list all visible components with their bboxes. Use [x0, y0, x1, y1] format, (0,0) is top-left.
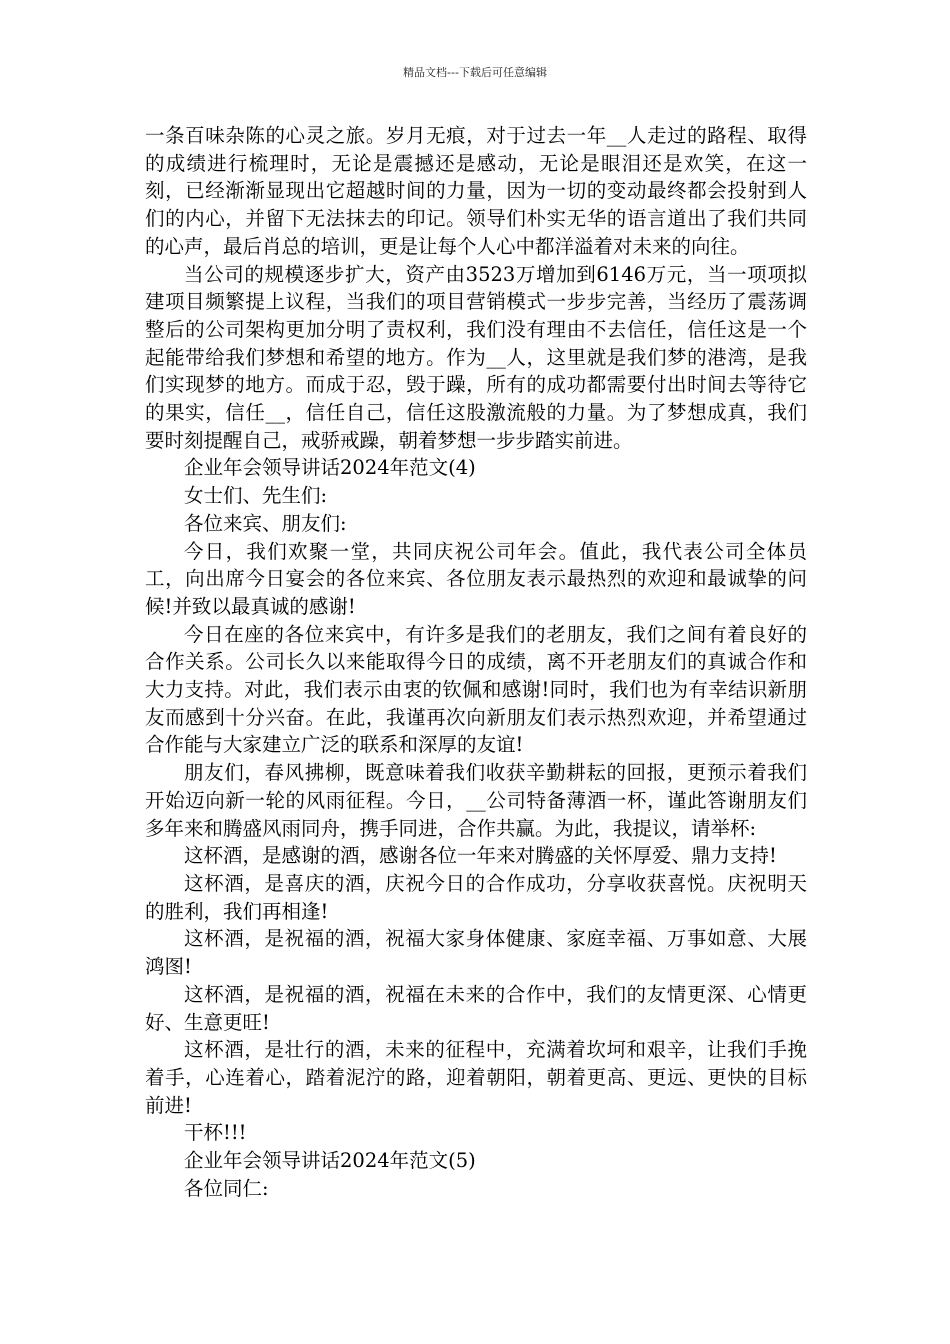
paragraph-toast-farewell: 这杯酒，是壮行的酒，未来的征程中，充满着坎坷和艰辛，让我们手挽着手，心连着心，踏着泥泞的路，迎着朝阳，朝着更高、更远、更快的目标前进!	[145, 1038, 807, 1117]
document-body	[145, 122, 807, 1202]
section-heading-4: 企业年会领导讲话2024年范文(4)	[184, 456, 476, 480]
paragraph-toast-celebration: 这杯酒，是喜庆的酒，庆祝今日的合作成功，分享收获喜悦。庆祝明天的胜利，我们再相逢!	[145, 871, 807, 923]
paragraph-old-friends: 今日在座的各位来宾中，有许多是我们的老朋友，我们之间有着良好的合作关系。公司长久以来能取得今日的成绩，离不开老朋友们的真诚合作和大力支持。对此，我们表示由衷的钦佩和感谢!同时，我们也为有幸结识新朋友而感到十分兴奋。在此，我谨再次向新朋友们表示热烈欢迎，并希望通过合作能与大家建立广泛的联系和深厚的友谊!	[145, 622, 807, 757]
paragraph-continuation: 一条百味杂陈的心灵之旅。岁月无痕，对于过去一年__人走过的路程、取得的成绩进行梳理时，无论是震撼还是感动，无论是眼泪还是欢笑，在这一刻，已经渐渐显现出它超越时间的力量，因为一切的变动最终都会投射到人们的内心，并留下无法抹去的印记。领导们朴实无华的语言道出了我们共同的心声，最后肖总的培训，更是让每个人心中都洋溢着对未来的向往。	[145, 124, 807, 258]
paragraph-company-growth: 当公司的规模逐步扩大，资产由3523万增加到6146万元，当一项项拟建项目频繁提上议程，当我们的项目营销模式一步步完善，当经历了震荡调整后的公司架构更加分明了责权利，我们没有理由不去信任，信任这是一个起能带给我们梦想和希望的地方。作为__人，这里就是我们梦的港湾，是我们实现梦的地方。而成于忍，毁于躁，所有的成功都需要付出时间去等待它的果实，信任__，信任自己，信任这股激流般的力量。为了梦想成真，我们要时刻提醒自己，戒骄戒躁，朝着梦想一步步踏实前进。	[145, 262, 807, 452]
page-header: 精品文档---下载后可任意编辑	[403, 66, 547, 79]
paragraph-toast-blessing-2: 这杯酒，是祝福的酒，祝福在未来的合作中，我们的友情更深、心情更好、生意更旺!	[145, 982, 807, 1034]
paragraph-toast-thanks: 这杯酒，是感谢的酒，感谢各位一年来对腾盛的关怀厚爱、鼎力支持!	[184, 844, 777, 868]
paragraph-toast-blessing-1: 这杯酒，是祝福的酒，祝福大家身体健康、家庭幸福、万事如意、大展鸿图!	[145, 927, 807, 979]
paragraph-welcome: 今日，我们欢聚一堂，共同庆祝公司年会。值此，我代表公司全体员工，向出席今日宴会的各位来宾、各位朋友表示最热烈的欢迎和最诚挚的问候!并致以最真诚的感谢!	[145, 539, 807, 618]
section-heading-5: 企业年会领导讲话2024年范文(5)	[184, 1149, 476, 1173]
paragraph-cheers: 干杯!!!	[184, 1121, 247, 1145]
salutation-colleagues: 各位同仁:	[184, 1176, 269, 1200]
salutation-ladies-gentlemen: 女士们、先生们:	[184, 484, 328, 508]
salutation-guests-friends: 各位来宾、朋友们:	[184, 511, 347, 535]
paragraph-toast-intro: 朋友们，春风拂柳，既意味着我们收获辛勤耕耘的回报，更预示着我们开始迈向新一轮的风雨征程。今日，__公司特备薄酒一杯，谨此答谢朋友们多年来和腾盛风雨同舟，携手同进，合作共赢。为此，我提议，请举杯:	[145, 761, 807, 840]
